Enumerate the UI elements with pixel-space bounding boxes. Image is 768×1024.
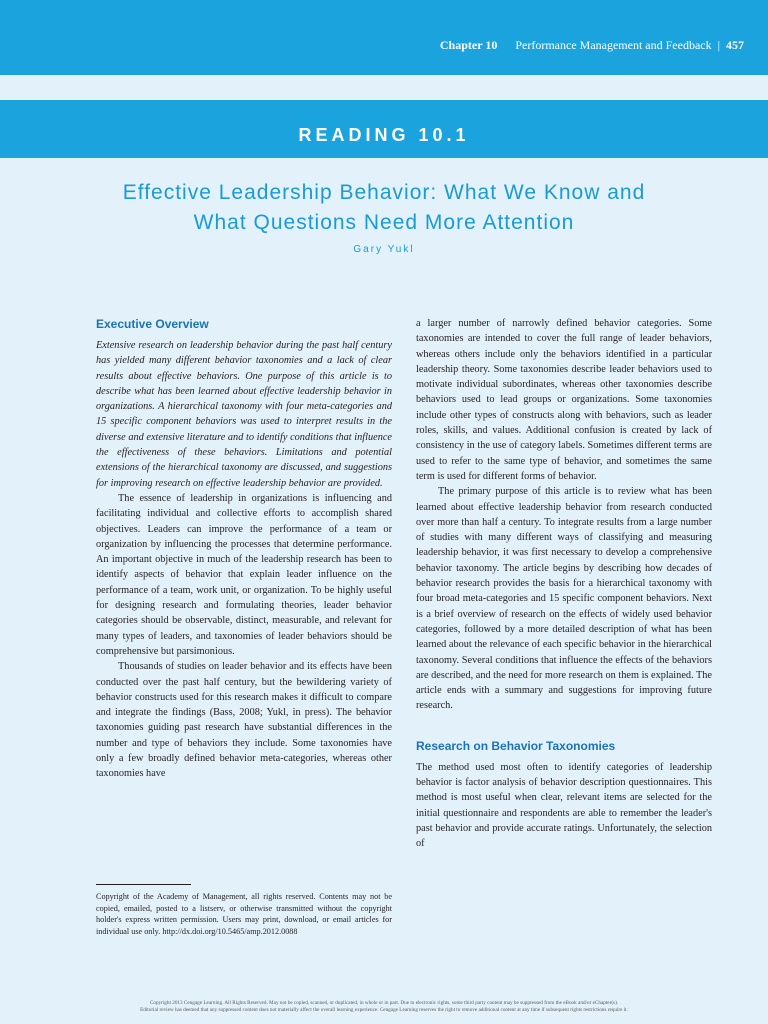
left-column [96, 316, 392, 782]
executive-summary: Extensive research on leadership behavior during the past half century has yielded many different behavior taxonomies and a lack of clear results about effective behaviors. One purpose of this article is to describe what has been learned about effective leadership behavior in organizations. A hierarchical taxonomy with four meta-categories and 15 specific component behaviors was used to interpret results in the diverse and extensive literature and to identify conditions that influence the effectiveness of these behaviors. Limitations and potential extensions of the hierarchical taxonomy are discussed, and suggestions for improving research on effective leadership behavior are provided. [96, 340, 392, 489]
article-author: Gary Yukl [353, 244, 415, 255]
body-paragraph: The method used most often to identify categories of leadership behavior is factor analysis of behavior description questionnaires. This method is most useful when clear, relevant items are selected for the initial questionnaire and respondents are able to remember the leader's past behavior and provide accurate ratings. Unfortunately, the selection of [416, 761, 712, 850]
header-separator: | [717, 38, 720, 52]
copyright-footnote: Copyright of the Academy of Management, all rights reserved. Contents may not be copied, emailed, posted to a listserv, or otherwise transmitted without the copyright holder's express written permission. Users may print, download, or email articles for individual use only. http://dx.doi.org/10.5465/amp.2012.0088 [96, 892, 392, 936]
running-header [440, 38, 744, 53]
cengage-notice [0, 1000, 768, 1014]
body-paragraph: Thousands of studies on leader behavior and its effects have been conducted over the past half century, but the bewildering variety of behavior constructs used for this research makes it difficult to compare and integrate the findings (Bass, 2008; Yukl, in press). The behavior taxonomies guiding past research have substantial differences in the number and type of behaviors they include. Some taxonomies have only a few broadly defined behavior meta-categories, whereas other taxonomies have [96, 661, 392, 780]
page-number: 457 [726, 38, 744, 52]
research-taxonomies-heading: Research on Behavior Taxonomies [416, 738, 616, 753]
chapter-title: Performance Management and Feedback [515, 38, 712, 52]
article-title-line1: Effective Leadership Behavior: What We Know and [122, 181, 646, 204]
body-paragraph: a larger number of narrowly defined behavior categories. Some taxonomies are intended to cover the full range of leader behaviors, whereas others include only the behaviors identified in a particular leadership theory. Some taxonomies describe leader behaviors used to motivate individual subordinates, whereas other taxonomies describe behaviors used to lead groups or organizations. Some taxonomies include other types of constructs along with behaviors, such as leader roles, skills, and values. Additional confusion is created by lack of consistency in the use of category labels. Sometimes different terms are used to refer to the same type of behavior, and sometimes the same term is used for different forms of behavior. [416, 318, 712, 482]
body-paragraph: The essence of leadership in organizations is influencing and facilitating individual and collective efforts to accomplish shared objectives. Leaders can improve the performance of a team or organization by influencing the processes that determine performance. An important objective in much of the leadership research has been to identify aspects of behavior that explain leader influence on the performance of a team, work unit, or organization. To be highly useful for designing research and formulating theories, leader behavior categories should be observable, distinct, measurable, and relevant for many types of leaders, and taxonomies of leader behaviors should be comprehensive but parsimonious. [96, 492, 392, 657]
article-title [60, 178, 708, 238]
reading-label: READING 10.1 [298, 125, 470, 145]
cengage-notice-line1: Copyright 2013 Cengage Learning. All Rights Reserved. May not be copied, scanned, or duplicated, in whole or in part. Due to electronic rights, some third party content may be suppressed from the eBook and/or eChapter(s). [149, 1000, 619, 1006]
article-title-line2: What Questions Need More Attention [193, 211, 575, 234]
right-column [416, 316, 712, 852]
body-paragraph: The primary purpose of this article is to review what has been learned about effective leadership behavior from research conducted over more than half a century. To integrate results from a large number of studies with many different ways of classifying and measuring leadership behavior, it was first necessary to develop a comprehensive behavior taxonomy. The article begins by describing how decades of behavior research provides the basis for a hierarchical taxonomy with four broad meta-categories and 15 specific component behaviors. Next is a brief overview of research on the effects of widely used behavior categories, followed by a more detailed description of what has been learned about the relevance of each specific behavior in the hierarchical taxonomy. Several conditions that influence the effects of the behaviors are described, and the need for more research on them is explained. The article ends with a summary and suggestions for improving future research. [416, 486, 713, 712]
cengage-notice-line2: Editorial review has deemed that any suppressed content does not materially affect the overall learning experience. Cengage Learning reserves the right to remove additional content at any time if subsequent rights restrictions require it. [140, 1007, 628, 1013]
executive-overview-heading: Executive Overview [96, 317, 209, 331]
chapter-label: Chapter 10 [439, 38, 498, 52]
footnote-rule [96, 884, 191, 885]
